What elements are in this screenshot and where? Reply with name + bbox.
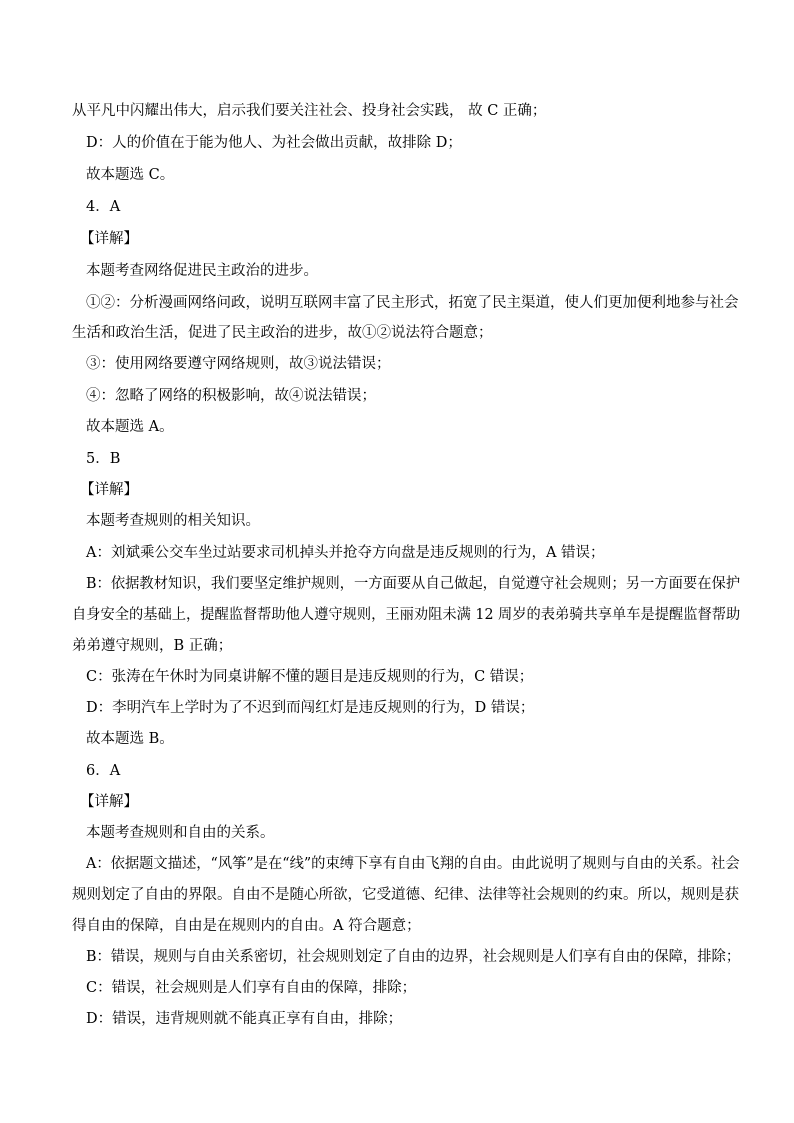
text-line: B：错误，规则与自由关系密切，社会规则划定了自由的边界，社会规则是人们享有自由的保障，排除； [86, 949, 741, 965]
text-line: C：张涛在午休时为同桌讲解不懂的题目是违反规则的行为，C 错误； [86, 669, 534, 685]
text-line: 规则划定了自由的界限。自由不是随心所欲，它受道德、纪律、法律等社会规则的约束。所以，规则是获 [72, 887, 739, 903]
text-line: A：刘斌乘公交车坐过站要求司机掉头并抢夺方向盘是违反规则的行为，A 错误； [86, 545, 605, 561]
text-line: 从平凡中闪耀出伟大，启示我们要关注社会、投身社会实践， 故 C 正确； [72, 103, 547, 119]
question-number: 6．A [86, 763, 121, 779]
text-line: 自身安全的基础上，提醒监督帮助他人遵守规则，王丽劝阻未满 12 周岁的表弟骑共享单车是提醒监督帮助 [72, 607, 741, 623]
text-line: ①②：分析漫画网络问政，说明互联网丰富了民主形式，拓宽了民主渠道，使人们更加便利地参与社会 [86, 295, 739, 311]
text-line: 故本题选 A。 [86, 419, 174, 435]
text-line: A：依据题文描述，“风筝”是在“线”的束缚下享有自由飞翔的自由。由此说明了规则与自由的关系。社会 [86, 856, 740, 872]
text-line: 故本题选 B。 [86, 731, 174, 747]
question-number: 4．A [86, 199, 121, 215]
text-line: 生活和政治生活，促进了民主政治的进步，故①②说法符合题意； [72, 325, 493, 341]
text-line: ③：使用网络要遵守网络规则，故③说法错误； [86, 356, 391, 372]
question-number: 5．B [86, 451, 121, 467]
section-heading: 【详解】 [80, 231, 138, 247]
text-line: 故本题选 C。 [86, 167, 175, 183]
section-heading: 【详解】 [80, 794, 138, 810]
section-heading: 【详解】 [80, 482, 138, 498]
text-line: 弟弟遵守规则，B 正确； [72, 638, 233, 654]
text-line: 本题考查规则的相关知识。 [86, 513, 260, 529]
text-line: D：李明汽车上学时为了不迟到而闯红灯是违反规则的行为，D 错误； [86, 700, 535, 716]
text-line: ④：忽略了网络的积极影响，故④说法错误； [86, 388, 376, 404]
text-line: 本题考查网络促进民主政治的进步。 [86, 263, 318, 279]
text-line: 本题考查规则和自由的关系。 [86, 825, 275, 841]
text-line: C：错误，社会规则是人们享有自由的保障，排除； [86, 980, 417, 996]
text-line: D：错误，违背规则就不能真正享有自由，排除； [86, 1011, 403, 1027]
text-line: D：人的价值在于能为他人、为社会做出贡献，故排除 D； [86, 135, 462, 151]
text-line: 得自由的保障，自由是在规则内的自由。A 符合题意； [72, 918, 421, 934]
text-line: B：依据教材知识，我们要坚定维护规则，一方面要从自己做起，自觉遵守社会规则；另一方面要在保护 [86, 576, 741, 592]
